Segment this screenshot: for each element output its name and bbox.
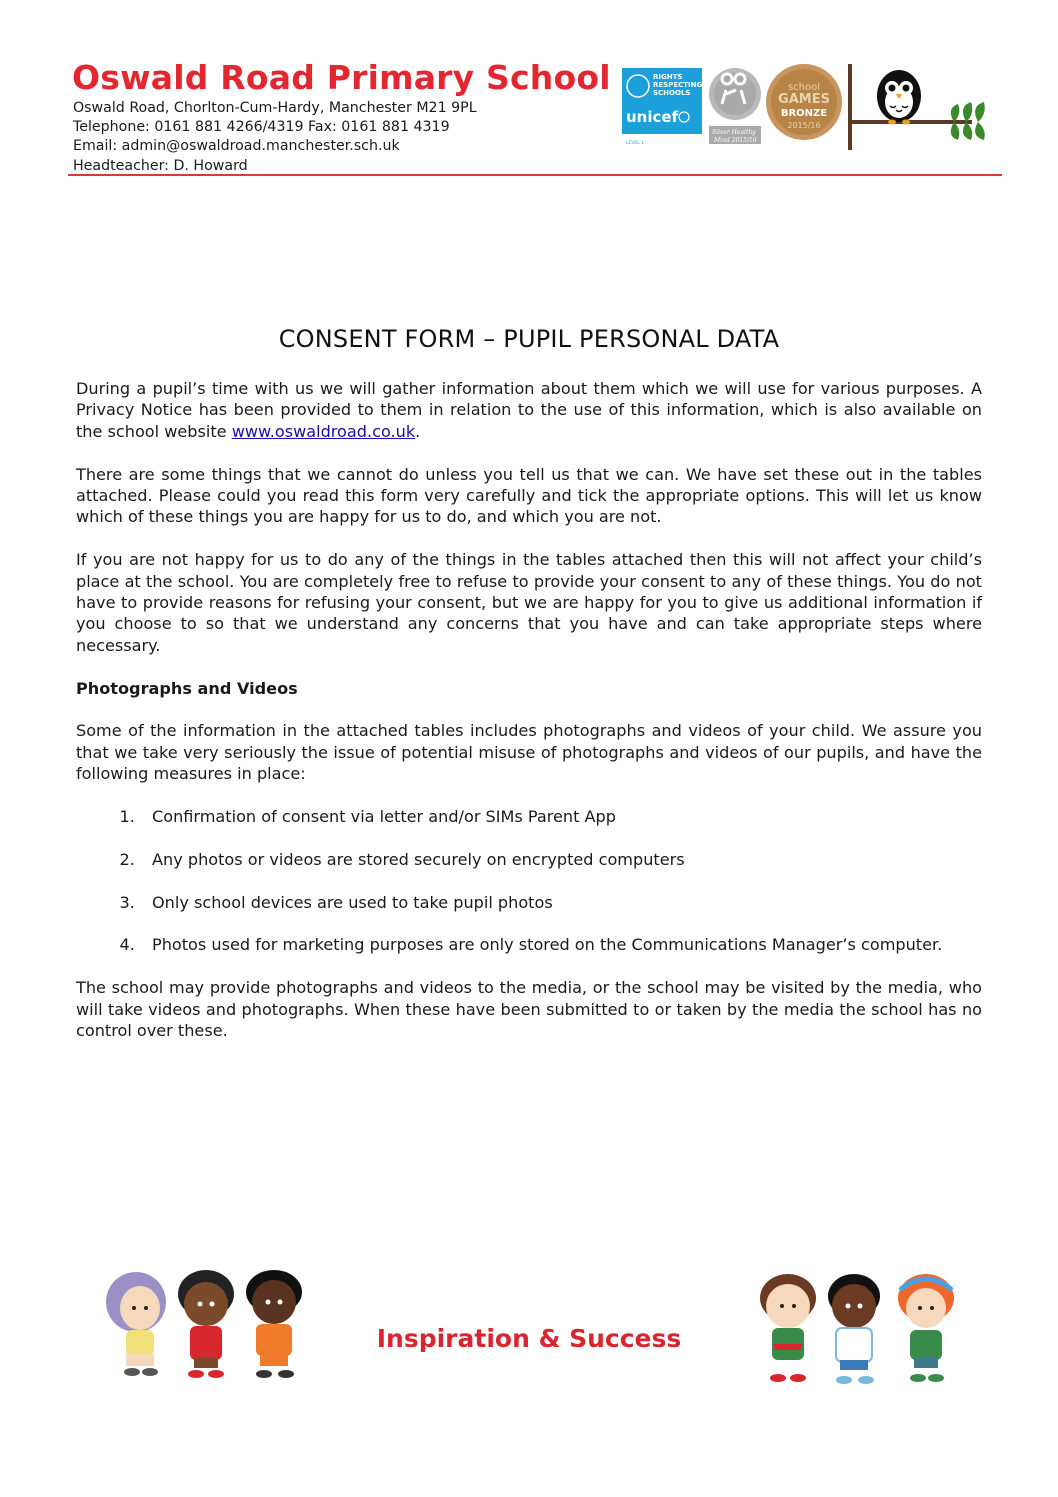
list-item: 1. Confirmation of consent via letter and/or SIMs Parent App [140,806,982,827]
rights-text-1: RIGHTS [653,73,683,81]
email-line: Email: admin@oswaldroad.manchester.sch.uk [73,138,400,155]
refusal-paragraph: If you are not happy for us to do any of the things in the tables attached then this will not affect your child’s place at the school. You are completely free to refuse to provide your consent to any of these things. You do not have to provide reasons for refusing your consent, but we are happy for you to give us additional information if you choose to so that we understand any concerns that you have and can take appropriate steps where necessary. [76,550,982,655]
consent-paragraph: There are some things that we cannot do unless you tell us that we can. We have set these out in the tables attached. Please could you read this form very carefully and tick the appropriate options. This will let us know which of these things you are happy for us to do, and which you are not. [76,464,982,527]
media-paragraph: The school may provide photographs and videos to the media, or the school may be visited by the media, who will take videos and photographs. When these have been submitted to or taken by the media the school has no control over these. [76,978,982,1041]
owl-branch-logo [848,64,985,150]
school-website-link[interactable]: www.oswaldroad.co.uk [231,421,416,441]
unicef-level: LEVEL 1 [626,141,645,146]
healthy-caption-2: Mind 2015/16 [714,137,757,144]
contact-block [73,99,477,176]
healthy-caption-1: Silver Healthy [712,129,756,136]
headteacher-line: Headteacher: D. Howard [73,157,248,174]
header-logos [622,62,1006,154]
unicef-brand: unicef [626,108,679,126]
children-illustration-right [748,1268,966,1388]
rights-respecting-unicef-logo [622,68,703,146]
games-text-4: 2015/16 [787,121,821,130]
school-address: Oswald Road, Chorlton-Cum-Hardy, Manchester M21 9PL [73,100,477,116]
games-text-3: BRONZE [780,108,828,119]
intro-paragraph [76,378,982,442]
header-divider [68,174,1002,176]
intro-text: During a pupil’s time with us we will gather information about them which we will use for various purposes. A Privacy Notice has been provided to them in relation to the use of this information, which is also available on the school website [76,379,982,441]
games-text-2: GAMES [778,92,830,107]
intro-text-end: . [415,421,421,441]
school-name: Oswald Road Primary School [72,58,611,97]
school-games-bronze-logo [766,64,842,140]
measures-list [76,806,982,956]
footer-tagline: Inspiration & Success [376,1324,682,1353]
telephone-line: Telephone: 0161 881 4266/4319 Fax: 0161 881 4319 [73,119,450,136]
list-item: 2. Any photos or videos are stored securely on encrypted computers [140,849,982,870]
document-body [76,378,982,1063]
photos-paragraph: Some of the information in the attached tables includes photographs and videos of your child. We assure you that we take very seriously the issue of potential misuse of photographs and videos of our pupils, and have the following measures in place: [76,721,982,784]
page-title: CONSENT FORM – PUPIL PERSONAL DATA [278,325,780,353]
games-text-1: school [787,82,821,93]
section-heading: Photographs and Videos [76,678,298,698]
rights-text-2: RESPECTING [653,81,703,89]
rights-text-3: SCHOOLS [653,89,691,97]
list-item: 3. Only school devices are used to take pupil photos [140,892,982,913]
list-item: 4. Photos used for marketing purposes are only stored on the Communications Manager’s computer. [140,934,982,955]
healthy-schools-logo [709,68,761,144]
